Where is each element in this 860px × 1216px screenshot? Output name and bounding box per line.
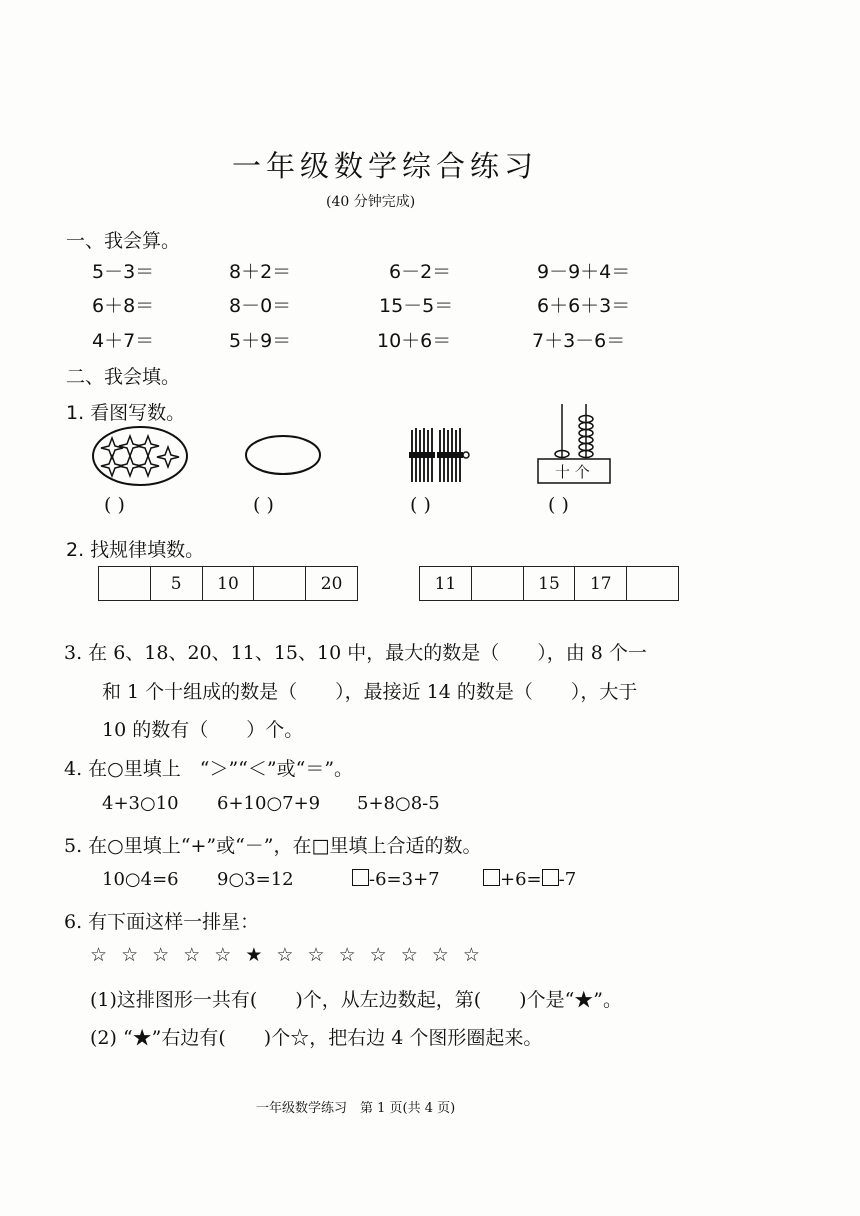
q6-label: 6. 有下面这样一排星： bbox=[64, 911, 260, 933]
section1-heading: 一、我会算。 bbox=[66, 230, 181, 252]
page-subtitle: (40 分钟完成) bbox=[326, 194, 416, 210]
operator-item[interactable]: 10○4=6 bbox=[102, 869, 179, 890]
answer-blank[interactable]: ( ) bbox=[104, 494, 125, 516]
calc-item: 6－2＝ bbox=[389, 261, 452, 283]
q3-line-1: 3. 在 6、18、20、11、15、10 中，最大的数是（ ），由 8 个一 bbox=[64, 642, 647, 664]
q6-sub1: (1)这排图形一共有( )个，从左边数起，第( )个是“★”。 bbox=[90, 989, 622, 1011]
page-footer: 一年级数学练习 第 1 页(共 4 页) bbox=[256, 1101, 456, 1116]
q3-line-3: 10 的数有（ ）个。 bbox=[102, 719, 304, 741]
sequence-cell[interactable] bbox=[254, 567, 306, 600]
stick-bundles-icon bbox=[406, 424, 470, 486]
sequence-cell: 11 bbox=[420, 567, 472, 600]
answer-blank[interactable]: ( ) bbox=[548, 494, 569, 516]
sequence-cell: 5 bbox=[151, 567, 203, 600]
box-equation[interactable]: +6= -7 bbox=[483, 869, 576, 890]
calc-item: 6＋8＝ bbox=[92, 295, 155, 317]
calc-item: 15－5＝ bbox=[379, 295, 454, 317]
sequence-row-2 bbox=[419, 566, 679, 601]
compare-item[interactable]: 5+8○8-5 bbox=[357, 793, 440, 814]
calc-item: 5－3＝ bbox=[92, 261, 155, 283]
q5-label: 5. 在○里填上“+”或“－”，在□里填上合适的数。 bbox=[64, 835, 482, 857]
sequence-row-1 bbox=[98, 566, 358, 601]
sequence-cell: 15 bbox=[524, 567, 576, 600]
calc-item: 8－0＝ bbox=[229, 295, 292, 317]
q1-label: 1. 看图写数。 bbox=[66, 402, 186, 424]
empty-oval-icon bbox=[243, 434, 323, 476]
calc-item: 4＋7＝ bbox=[92, 330, 155, 352]
section2-heading: 二、我会填。 bbox=[66, 366, 181, 388]
stars-in-oval-icon bbox=[90, 424, 190, 488]
star-row: ☆ ☆ ☆ ☆ ☆ ★ ☆ ☆ ☆ ☆ ☆ ☆ ☆ bbox=[90, 944, 484, 966]
answer-blank[interactable]: ( ) bbox=[253, 494, 274, 516]
sequence-cell: 17 bbox=[575, 567, 627, 600]
abacus-label: 十 个 bbox=[555, 463, 590, 481]
sequence-cell[interactable] bbox=[627, 567, 678, 600]
operator-item[interactable]: 9○3=12 bbox=[217, 869, 294, 890]
calc-item: 6＋6＋3＝ bbox=[537, 295, 631, 317]
q3-line-2: 和 1 个十组成的数是（ ），最接近 14 的数是（ ），大于 bbox=[102, 681, 638, 703]
answer-box[interactable] bbox=[483, 869, 500, 886]
compare-item[interactable]: 4+3○10 bbox=[102, 793, 179, 814]
sequence-cell[interactable] bbox=[472, 567, 524, 600]
box-equation[interactable]: -6=3+7 bbox=[352, 869, 440, 890]
q2-label: 2. 找规律填数。 bbox=[66, 539, 205, 561]
page-title: 一年级数学综合练习 bbox=[232, 149, 539, 183]
calc-item: 5＋9＝ bbox=[229, 330, 292, 352]
calc-item: 7＋3－6＝ bbox=[532, 330, 626, 352]
sequence-cell[interactable] bbox=[99, 567, 151, 600]
calc-item: 9－9＋4＝ bbox=[537, 261, 631, 283]
answer-blank[interactable]: ( ) bbox=[410, 494, 431, 516]
compare-item[interactable]: 6+10○7+9 bbox=[217, 793, 321, 814]
sequence-cell: 10 bbox=[203, 567, 255, 600]
calc-item: 10＋6＝ bbox=[377, 330, 452, 352]
answer-box[interactable] bbox=[542, 869, 559, 886]
q4-label: 4. 在○里填上 “＞”“＜”或“＝”。 bbox=[64, 758, 354, 780]
answer-box[interactable] bbox=[352, 869, 369, 886]
sequence-cell: 20 bbox=[320, 573, 343, 594]
q6-sub2: (2) “★”右边有( )个☆，把右边 4 个图形圈起来。 bbox=[90, 1027, 543, 1049]
calc-item: 8＋2＝ bbox=[229, 261, 292, 283]
